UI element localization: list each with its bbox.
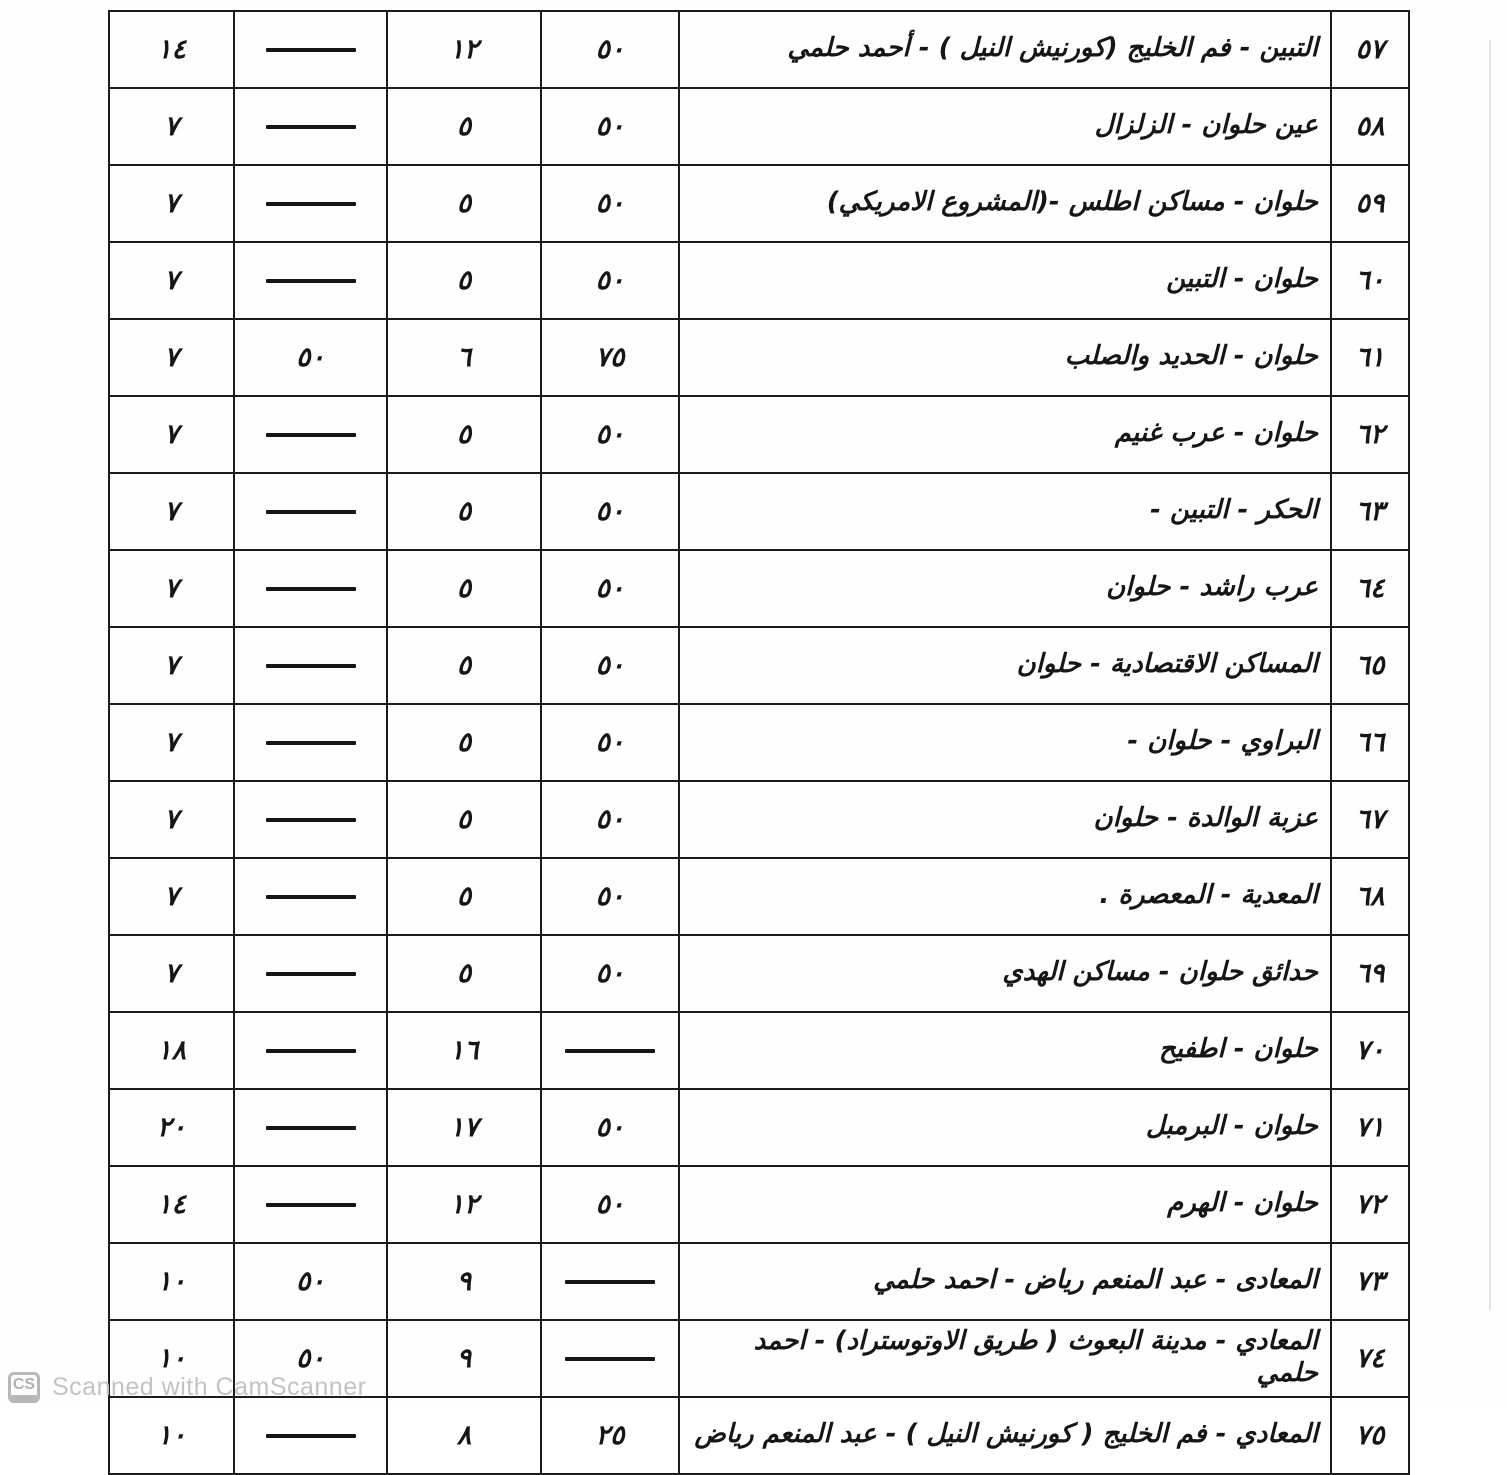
value-col2-cell: ١٢ — [387, 11, 541, 88]
table-row — [109, 627, 1409, 704]
value-col3-cell — [234, 627, 387, 704]
dash-mark — [565, 1280, 655, 1284]
dash-mark — [266, 895, 356, 899]
value-col4-cell: ١٤ — [109, 11, 234, 88]
route-name-cell: المعادى - عبد المنعم رياض - احمد حلمي — [679, 1243, 1331, 1320]
route-name-cell: حلوان - عرب غنيم — [679, 396, 1331, 473]
value-col2-cell: ٥ — [387, 165, 541, 242]
value-col2-cell: ٥ — [387, 704, 541, 781]
route-name-cell: حلوان - التبين — [679, 242, 1331, 319]
value-col2-cell: ١٧ — [387, 1089, 541, 1166]
value-col1-cell: ٥٠ — [541, 88, 679, 165]
value-col4-cell: ١٠ — [109, 1397, 234, 1474]
scan-edge-artifact — [1489, 40, 1491, 1310]
dash-mark — [266, 664, 356, 668]
value-col4-cell: ٧ — [109, 242, 234, 319]
dash-mark — [266, 433, 356, 437]
value-col1-cell: ٥٠ — [541, 396, 679, 473]
value-col2-cell: ٥ — [387, 550, 541, 627]
route-name-cell: حلوان - الحديد والصلب — [679, 319, 1331, 396]
dash-mark — [565, 1357, 655, 1361]
row-number-cell: ٧٢ — [1331, 1166, 1409, 1243]
dash-mark — [266, 202, 356, 206]
route-name-cell: حلوان - الهرم — [679, 1166, 1331, 1243]
value-col1-cell: ٥٠ — [541, 704, 679, 781]
value-col3-cell — [234, 1397, 387, 1474]
value-col4-cell: ١٤ — [109, 1166, 234, 1243]
value-col1-cell: ٥٠ — [541, 242, 679, 319]
table-row — [109, 1012, 1409, 1089]
dash-mark — [266, 279, 356, 283]
dash-mark — [565, 1049, 655, 1053]
value-col1-cell: ٥٠ — [541, 473, 679, 550]
table-row — [109, 396, 1409, 473]
value-col4-cell: ٧ — [109, 550, 234, 627]
row-number-cell: ٦٩ — [1331, 935, 1409, 1012]
value-col3-cell — [234, 781, 387, 858]
value-col3-cell: ٥٠ — [234, 1320, 387, 1397]
value-col2-cell: ٨ — [387, 1397, 541, 1474]
row-number-cell: ٧٤ — [1331, 1320, 1409, 1397]
dash-mark — [266, 818, 356, 822]
fare-table-body — [109, 11, 1409, 1474]
value-col2-cell: ٥ — [387, 396, 541, 473]
row-number-cell: ٥٧ — [1331, 11, 1409, 88]
table-row — [109, 1397, 1409, 1474]
route-name-cell: عين حلوان - الزلزال — [679, 88, 1331, 165]
value-col4-cell: ٧ — [109, 627, 234, 704]
dash-mark — [266, 1126, 356, 1130]
table-row — [109, 11, 1409, 88]
dash-mark — [266, 1049, 356, 1053]
value-col4-cell: ٧ — [109, 781, 234, 858]
value-col1-cell: ٥٠ — [541, 165, 679, 242]
row-number-cell: ٦١ — [1331, 319, 1409, 396]
row-number-cell: ٦٧ — [1331, 781, 1409, 858]
value-col3-cell — [234, 704, 387, 781]
table-row — [109, 704, 1409, 781]
value-col3-cell: ٥٠ — [234, 319, 387, 396]
table-row — [109, 88, 1409, 165]
value-col1-cell: ٥٠ — [541, 550, 679, 627]
value-col1-cell: ٥٠ — [541, 858, 679, 935]
route-name-cell: حدائق حلوان - مساكن الهدي — [679, 935, 1331, 1012]
value-col4-cell: ٧ — [109, 473, 234, 550]
value-col2-cell: ٩ — [387, 1320, 541, 1397]
value-col3-cell — [234, 11, 387, 88]
value-col2-cell: ٥ — [387, 858, 541, 935]
row-number-cell: ٦٠ — [1331, 242, 1409, 319]
table-row — [109, 242, 1409, 319]
row-number-cell: ٦٢ — [1331, 396, 1409, 473]
value-col2-cell: ٩ — [387, 1243, 541, 1320]
value-col1-cell: ٥٠ — [541, 1166, 679, 1243]
route-name-cell: حلوان - البرمبل — [679, 1089, 1331, 1166]
route-name-cell: حلوان - مساكن اطلس -(المشروع الامريكي) — [679, 165, 1331, 242]
value-col2-cell: ١٦ — [387, 1012, 541, 1089]
route-name-cell: البراوي - حلوان - — [679, 704, 1331, 781]
dash-mark — [266, 972, 356, 976]
row-number-cell: ٥٩ — [1331, 165, 1409, 242]
table-row — [109, 550, 1409, 627]
value-col2-cell: ١٢ — [387, 1166, 541, 1243]
table-row — [109, 781, 1409, 858]
value-col4-cell: ٧ — [109, 319, 234, 396]
value-col3-cell — [234, 550, 387, 627]
dash-mark — [266, 587, 356, 591]
value-col1-cell: ٥٠ — [541, 627, 679, 704]
value-col1-cell: ٢٥ — [541, 1397, 679, 1474]
value-col3-cell — [234, 396, 387, 473]
route-name-cell: المساكن الاقتصادية - حلوان — [679, 627, 1331, 704]
value-col2-cell: ٥ — [387, 627, 541, 704]
value-col3-cell — [234, 1089, 387, 1166]
value-col2-cell: ٥ — [387, 242, 541, 319]
value-col3-cell — [234, 88, 387, 165]
camscanner-logo-icon: CS — [8, 1372, 40, 1403]
value-col3-cell — [234, 935, 387, 1012]
row-number-cell: ٧٣ — [1331, 1243, 1409, 1320]
value-col4-cell: ٧ — [109, 858, 234, 935]
value-col2-cell: ٥ — [387, 935, 541, 1012]
route-name-cell: حلوان - اطفيح — [679, 1012, 1331, 1089]
value-col4-cell: ٧ — [109, 935, 234, 1012]
value-col2-cell: ٥ — [387, 88, 541, 165]
table-row — [109, 935, 1409, 1012]
value-col4-cell: ٧ — [109, 704, 234, 781]
dash-mark — [266, 125, 356, 129]
row-number-cell: ٧٥ — [1331, 1397, 1409, 1474]
table-row — [109, 319, 1409, 396]
value-col1-cell: ٥٠ — [541, 935, 679, 1012]
value-col1-cell — [541, 1320, 679, 1397]
camscanner-watermark — [8, 1372, 366, 1403]
value-col2-cell: ٥ — [387, 781, 541, 858]
table-row — [109, 1166, 1409, 1243]
row-number-cell: ٦٣ — [1331, 473, 1409, 550]
value-col3-cell — [234, 858, 387, 935]
table-row — [109, 858, 1409, 935]
value-col3-cell — [234, 473, 387, 550]
value-col4-cell: ٧ — [109, 88, 234, 165]
route-name-cell: المعادي - فم الخليج ( كورنيش النيل ) - عبد المنعم رياض — [679, 1397, 1331, 1474]
dash-mark — [266, 1434, 356, 1438]
dash-mark — [266, 741, 356, 745]
value-col4-cell: ١٠ — [109, 1320, 234, 1397]
value-col2-cell: ٦ — [387, 319, 541, 396]
row-number-cell: ٦٦ — [1331, 704, 1409, 781]
route-name-cell: المعادي - مدينة البعوث ( طريق الاوتوستراد) - احمد حلمي — [679, 1320, 1331, 1397]
table-row — [109, 473, 1409, 550]
value-col1-cell: ٥٠ — [541, 11, 679, 88]
table-row — [109, 1089, 1409, 1166]
value-col4-cell: ٢٠ — [109, 1089, 234, 1166]
value-col3-cell — [234, 165, 387, 242]
row-number-cell: ٦٥ — [1331, 627, 1409, 704]
value-col3-cell: ٥٠ — [234, 1243, 387, 1320]
table-row — [109, 1243, 1409, 1320]
value-col4-cell: ١٨ — [109, 1012, 234, 1089]
route-name-cell: المعدية - المعصرة . — [679, 858, 1331, 935]
route-name-cell: عرب راشد - حلوان — [679, 550, 1331, 627]
dash-mark — [266, 510, 356, 514]
value-col3-cell — [234, 1012, 387, 1089]
value-col1-cell — [541, 1243, 679, 1320]
row-number-cell: ٦٤ — [1331, 550, 1409, 627]
fare-table — [108, 10, 1410, 1475]
table-row — [109, 165, 1409, 242]
value-col1-cell: ٥٠ — [541, 781, 679, 858]
route-name-cell: التبين - فم الخليج (كورنيش النيل ) - أحمد حلمي — [679, 11, 1331, 88]
route-name-cell: عزبة الوالدة - حلوان — [679, 781, 1331, 858]
value-col3-cell — [234, 1166, 387, 1243]
route-name-cell: الحكر - التبين - — [679, 473, 1331, 550]
dash-mark — [266, 1203, 356, 1207]
row-number-cell: ٦٨ — [1331, 858, 1409, 935]
row-number-cell: ٧١ — [1331, 1089, 1409, 1166]
value-col1-cell: ٥٠ — [541, 1089, 679, 1166]
row-number-cell: ٧٠ — [1331, 1012, 1409, 1089]
row-number-cell: ٥٨ — [1331, 88, 1409, 165]
value-col3-cell — [234, 242, 387, 319]
value-col1-cell: ٧٥ — [541, 319, 679, 396]
value-col1-cell — [541, 1012, 679, 1089]
value-col4-cell: ١٠ — [109, 1243, 234, 1320]
value-col2-cell: ٥ — [387, 473, 541, 550]
watermark-text: Scanned with CamScanner — [52, 1373, 367, 1401]
value-col4-cell: ٧ — [109, 165, 234, 242]
dash-mark — [266, 48, 356, 52]
value-col4-cell: ٧ — [109, 396, 234, 473]
